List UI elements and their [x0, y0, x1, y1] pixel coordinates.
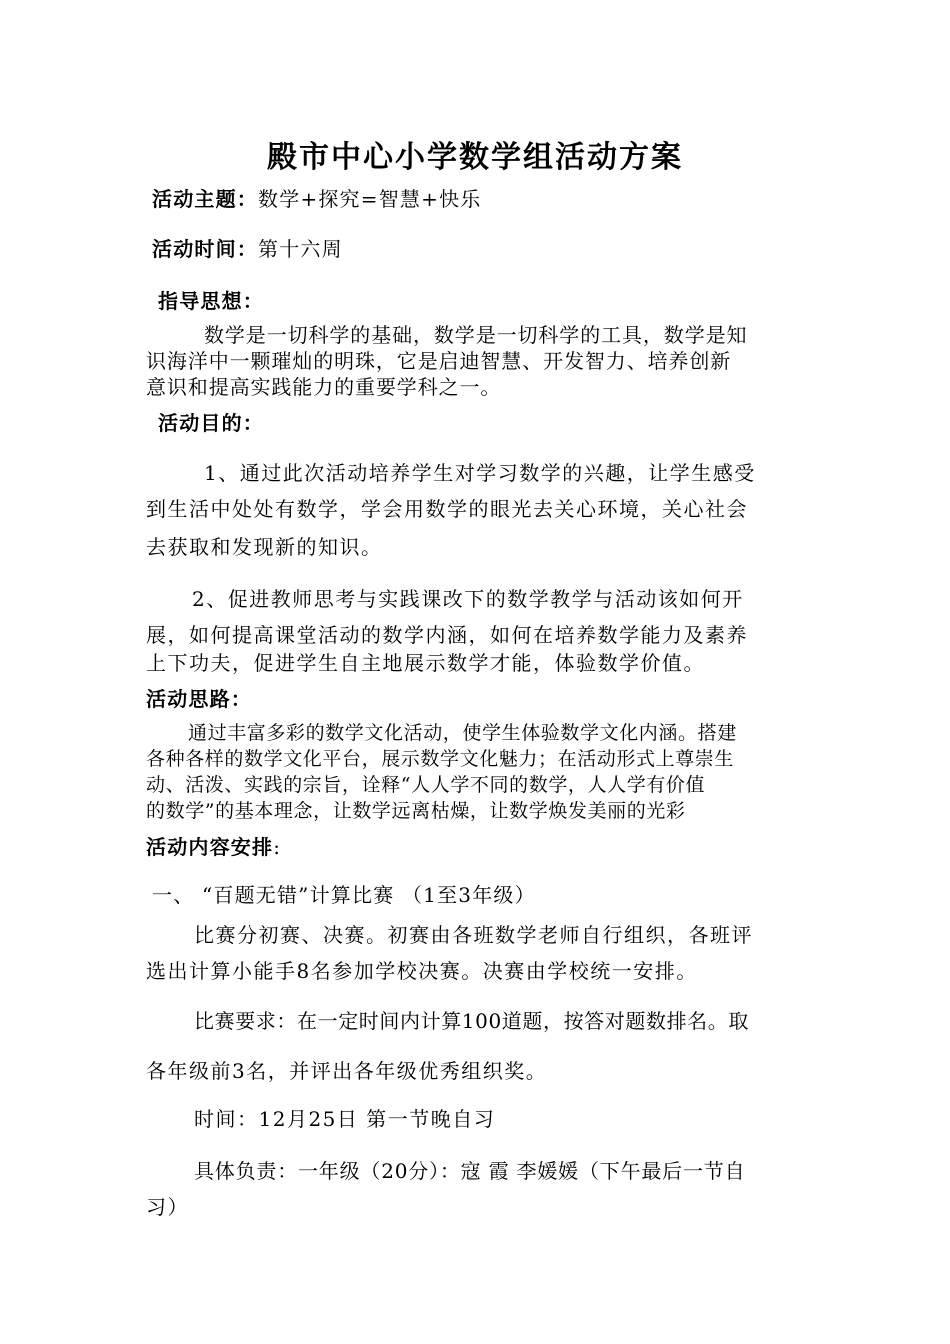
- guiding-line: 数学是一切科学的基础，数学是一切科学的工具，数学是知: [204, 323, 748, 347]
- competition-line: 比赛分初赛、决赛。初赛由各班数学老师自行组织，各班评: [194, 923, 753, 947]
- approach-heading: 活动思路：: [146, 687, 252, 711]
- time-value: 第十六周: [258, 237, 343, 261]
- content-heading-colon: :: [273, 835, 282, 859]
- purpose-p2-line: 展，如何提高课堂活动的数学内涵，如何在培养数学能力及素养: [146, 623, 748, 647]
- content-heading-row: [146, 834, 281, 860]
- approach-line: 的数学”的基本理念，让数学远离枯燥，让数学焕发美丽的光彩: [146, 800, 686, 822]
- approach-line: 各种各样的数学文化平台，展示数学文化魅力；在活动形式上尊崇生: [146, 748, 735, 770]
- item-one-title: 一、 “百题无错”计算比赛 （1至3年级）: [152, 883, 536, 907]
- time-label: 活动时间：: [152, 237, 258, 261]
- purpose-p2-line: 2、促进教师思考与实践课改下的数学教学与活动该如何开: [192, 587, 744, 611]
- purpose-heading: 活动目的：: [158, 411, 264, 435]
- guiding-heading: 指导思想：: [158, 289, 264, 313]
- content-heading: 活动内容安排: [146, 835, 274, 859]
- theme-row: [152, 186, 481, 212]
- guiding-line: 意识和提高实践能力的重要学科之一。: [146, 375, 502, 399]
- theme-label: 活动主题：: [152, 187, 258, 211]
- purpose-p1-line: 到生活中处处有数学，学会用数学的眼光去关心环境，关心社会: [146, 497, 748, 521]
- competition-line: 选出计算小能手8名参加学校决赛。决赛由学校统一安排。: [146, 959, 698, 983]
- responsible-line: 习）: [146, 1195, 189, 1219]
- time-line: 时间：12月25日 第一节晚自习: [194, 1107, 496, 1131]
- approach-line: 通过丰富多彩的数学文化活动，使学生体验数学文化内涵。搭建: [188, 722, 737, 744]
- purpose-p1-line: 去获取和发现新的知识。: [146, 535, 383, 559]
- purpose-p2-line: 上下功夫，促进学生自主地展示数学才能，体验数学价值。: [146, 651, 705, 675]
- time-row: [152, 236, 343, 262]
- requirement-line: 各年级前3名，并评出各年级优秀组织奖。: [146, 1059, 548, 1083]
- purpose-p1-line: 1、通过此次活动培养学生对学习数学的兴趣，让学生感受: [204, 461, 756, 485]
- guiding-line: 识海洋中一颗璀灿的明珠，它是启迪智慧、开发智力、培养创新: [146, 349, 732, 373]
- approach-line: 动、活泼、实践的宗旨，诠释“人人学不同的数学，人人学有价值: [146, 774, 706, 796]
- responsible-line: 具体负责：一年级（20分）：寇 霞 李媛媛（下午最后一节自: [194, 1159, 746, 1183]
- requirement-line: 比赛要求：在一定时间内计算100道题，按答对题数排名。取: [194, 1009, 749, 1033]
- document-title: 殿市中心小学数学组活动方案: [267, 140, 683, 175]
- theme-value: 数学+探究=智慧+快乐: [258, 187, 482, 211]
